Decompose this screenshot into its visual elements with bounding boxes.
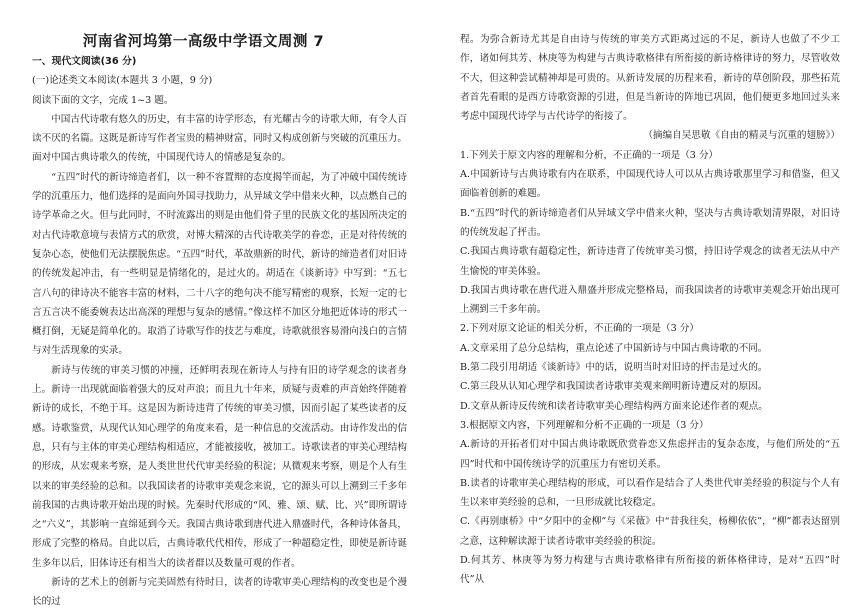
left-column xyxy=(32,52,407,612)
subsection-heading: (一)论述类文本阅读(本题共 3 小题，9 分) xyxy=(32,75,213,87)
page-title: 河南省河坞第一高级中学语文周测 7 xyxy=(82,34,325,50)
paragraph-3: 新诗与传统的审美习惯的冲撞，还鲜明表现在新诗人与持有旧的诗学观念的读者身上。新诗一出现就面临着强大的反对声浪；而且九十年来，质疑与责难的声音始终伴随着新诗的成长，不绝于耳。这是因为新诗违背了传统的审美习惯，因而引起了某些读者的反感。诗歌鉴赏，从现代认知心理学的角度来看，是一种信息的交流活动。由诗作发出的信息，只有与主体的审美心理结构相适应，才能被接收，被加工。诗歌读者的审美心理结构的形成，从宏观来考察，是人类世世代代审美经验的积淀；从微观来考察，则是个人有生以来的审美经验的总和。以我国读者的诗歌审美观念来说，它的源头可以上溯到三千多年前我国的古典诗歌开始出现的时候。先秦时代形成的“风、雅、颂、赋、比、兴”即所谓诗之“六义”，其影响一直绵延到今天。我国古典诗歌到唐代进入鼎盛时代，各种诗体备具，形成了完整的格局。自此以后，古典诗歌代代相传，形成了一种超稳定性，即使是新诗诞生多年以后，旧体诗还有相当大的读者群以及数量可观的作者。 xyxy=(32,364,407,569)
question-3-option-d: D.何其芳、林庚等为努力构建与古典诗歌格律有所衔接的新体格律诗，是对“五四”时代”从 xyxy=(460,555,840,586)
question-2-stem: 2.下列对原文论证的相关分析，不正确的一项是（3 分） xyxy=(460,323,699,335)
question-1-option-c: C.我国古典诗歌有超稳定性，新诗违背了传统审美习惯，持旧诗学观念的读者无法从中产生愉悦的审美体验。 xyxy=(460,246,840,277)
paragraph-continued: 程。为弥合新诗尤其是自由诗与传统的审美方式距离过远的不足，新诗人也做了不少工作，诸如何其芳、林庚等为构建与古典诗歌格律有所衔接的新诗格律诗的努力，尽管收效不大，但这种尝试精神却是可贵的。从新诗发展的历程来看，新诗的草创阶段，那些拓荒者首先看眼的是西方诗歌资源的引进，但是当新诗的阵地已巩固，他们便更多地回过头来考虑中国现代诗学与古代诗学的衔接了。 xyxy=(460,34,840,123)
question-2-option-a: A.文章采用了总分总结构，重点论述了中国新诗与中国古典诗歌的不同。 xyxy=(460,342,768,354)
paragraph-2: “五四”时代的新诗缔造者们，以一种不容置辩的态度揭竿而起，为了冲破中国传统诗学的沉重压力，他们选择的是面向外国寻找助力，从异域文学中借来火种，以点燃自己的诗学革命之火。但与此同时，不时流露出的则是由他们骨子里的民族文化的基因所决定的对古代诗歌意境与表情方式的欣赏，对博大精深的古代诗歌美学的眷恋，正是对待传统的复杂心态，使他们无法摆脱焦虑。“五四”时代，革故鼎新的时代，新诗的缔造者们对旧诗的传统发起冲击，有一些明显是情绪化的，是过火的。胡适在《谈新诗》中写到：“五七言八句的律诗决不能容丰富的材料，二十八字的绝句决不能写精密的观察，长短一定的七言五言决不能委婉表达出高深的理想与复杂的感情。”像这样不加区分地把近体诗的形式一概打倒，无疑是简单化的。取消了诗歌写作的技艺与难度，诗歌就很容易滑向浅白的言情与对生活现象的实录。 xyxy=(32,171,407,357)
right-column xyxy=(460,30,840,590)
question-1-stem: 1.下列关于原文内容的理解和分析，不正确的一项是（3 分） xyxy=(460,149,719,161)
question-1-option-b: B.“五四”时代的新诗缔造者们从异域文学中借来火种，坚决与古典诗歌划清界限，对旧诗的传统发起了抨击。 xyxy=(460,207,840,238)
question-3-option-c: C.《再别康桥》中“夕阳中的金柳”与《采薇》中“昔我往矣，杨柳依依”，“柳”都表达留别之意，这种解读源于读者诗歌审美经验的积淀。 xyxy=(460,516,840,547)
question-2-option-d: D.文章从新诗反传统和读者诗歌审美心理结构两方面来论述作者的观点。 xyxy=(460,400,768,412)
section-heading: 一、现代文阅读(36 分) xyxy=(32,56,137,67)
question-2-option-b: B.第二段引用胡适《谈新诗》中的话，说明当时对旧诗的抨击是过火的。 xyxy=(460,362,768,374)
instructions: 阅读下面的文字，完成 1~3 题。 xyxy=(32,94,174,106)
question-2-option-c: C.第三段从认知心理学和我国读者诗歌审美观来阐明新诗遭反对的原因。 xyxy=(460,381,768,393)
question-1-option-d: D.我国古典诗歌在唐代进入鼎盛并形成完整格局，而我国读者的诗歌审美观念开始出现可上溯到三千多年前。 xyxy=(460,284,840,316)
question-3-option-a: A.新诗的开拓者们对中国古典诗歌既欣赏眷恋又焦虑抨击的复杂态度，与他们所处的“五四”时代和中国传统诗学的沉重压力有密切关系。 xyxy=(460,439,840,470)
source-citation: （摘编自吴思敬《自由的精灵与沉重的翅膀》） xyxy=(643,130,840,142)
paragraph-4: 新诗的艺术上的创新与完美固然有待时日，读者的诗歌审美心理结构的改变也是个漫长的过 xyxy=(32,577,407,608)
paragraph-1: 中国古代诗歌有悠久的历史，有丰富的诗学形态，有光耀古今的诗歌大师，有令人百读不厌的名篇。这既是新诗写作者宝贵的精神财富，同时又构成创新与突破的沉重压力。面对中国古典诗歌久的传统，中国现代诗人的情感是复杂的。 xyxy=(32,113,407,164)
question-3-option-b: B.读者的诗歌审美心理结构的形成，可以看作是结合了人类世代审美经验的积淀与个人有生以来审美经验的总和，一旦形成就比较稳定。 xyxy=(460,477,840,509)
question-3-stem: 3.根据原文内容，下列理解和分析不正确的一项是（3 分） xyxy=(460,419,709,431)
question-1-option-a: A.中国新诗与古典诗歌有内在联系，中国现代诗人可以从古典诗歌那里学习和借鉴，但又面临着创新的难题。 xyxy=(460,169,840,200)
